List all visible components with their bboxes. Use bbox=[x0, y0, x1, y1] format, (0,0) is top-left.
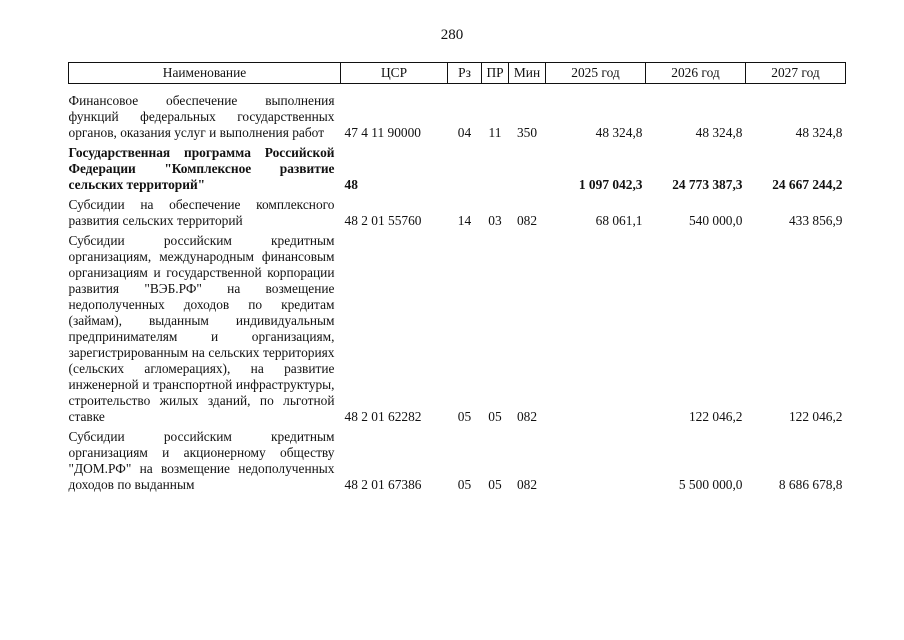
row-pr: 11 bbox=[488, 125, 502, 140]
row-csr: 48 2 01 62282 bbox=[344, 409, 422, 424]
row-min bbox=[509, 145, 546, 197]
table-row-program bbox=[69, 145, 846, 197]
row-pr: 05 bbox=[488, 477, 502, 492]
header-rz: Рз bbox=[448, 63, 482, 84]
row-rz: 14 bbox=[457, 213, 472, 228]
row-2026: 5 500 000,0 bbox=[678, 477, 743, 492]
table-row bbox=[69, 84, 846, 146]
row-min: 350 bbox=[516, 125, 538, 140]
row-csr: 48 bbox=[344, 177, 358, 192]
row-name: Субсидии российским кредитным организациям и акционерному обществу "ДОМ.РФ" на возмещение недополученных доходов по выданным bbox=[68, 429, 335, 492]
row-csr: 47 4 11 90000 bbox=[344, 125, 421, 140]
row-2025 bbox=[546, 429, 646, 497]
row-rz: 05 bbox=[457, 409, 472, 424]
budget-table bbox=[68, 62, 846, 497]
row-rz bbox=[448, 145, 482, 197]
row-min: 082 bbox=[516, 409, 538, 424]
header-2027: 2027 год bbox=[746, 63, 846, 84]
header-2025: 2025 год bbox=[546, 63, 646, 84]
row-rz: 05 bbox=[457, 477, 472, 492]
row-2025: 68 061,1 bbox=[595, 213, 643, 228]
header-pr: ПР bbox=[482, 63, 509, 84]
row-2025: 1 097 042,3 bbox=[578, 177, 643, 192]
header-min: Мин bbox=[509, 63, 546, 84]
table-row bbox=[69, 429, 846, 497]
row-2027: 433 856,9 bbox=[788, 213, 843, 228]
row-name: Финансовое обеспечение выполнения функций федеральных государственных органов, оказания услуг и выполнения работ bbox=[68, 93, 335, 140]
header-2026: 2026 год bbox=[646, 63, 746, 84]
row-2026: 540 000,0 bbox=[688, 213, 743, 228]
table-header-row bbox=[69, 63, 846, 84]
row-name: Субсидии на обеспечение комплексного развития сельских территорий bbox=[68, 197, 335, 228]
row-2026: 48 324,8 bbox=[695, 125, 743, 140]
row-min: 082 bbox=[516, 213, 538, 228]
row-2027: 8 686 678,8 bbox=[778, 477, 843, 492]
row-csr: 48 2 01 67386 bbox=[344, 477, 422, 492]
row-pr: 05 bbox=[488, 409, 502, 424]
row-2027: 122 046,2 bbox=[788, 409, 843, 424]
row-name: Государственная программа Российской Федерации "Комплексное развитие сельских территорий" bbox=[68, 145, 335, 192]
row-2026: 24 773 387,3 bbox=[672, 177, 743, 192]
row-2027: 24 667 244,2 bbox=[772, 177, 843, 192]
header-csr: ЦСР bbox=[341, 63, 448, 84]
header-name: Наименование bbox=[69, 63, 341, 84]
row-2025: 48 324,8 bbox=[595, 125, 643, 140]
row-pr: 03 bbox=[488, 213, 502, 228]
row-2026: 122 046,2 bbox=[688, 409, 743, 424]
row-rz: 04 bbox=[457, 125, 472, 140]
row-2027: 48 324,8 bbox=[795, 125, 843, 140]
row-csr: 48 2 01 55760 bbox=[344, 213, 422, 228]
row-2025 bbox=[546, 233, 646, 429]
row-pr bbox=[482, 145, 509, 197]
page-number: 280 bbox=[440, 27, 464, 43]
table-row bbox=[69, 233, 846, 429]
row-name: Субсидии российским кредитным организациям, международным финансовым организациям и государственной корпорации развития "ВЭБ.РФ" на возмещение недополученных доходов по кредитам (займам), выданным индивидуальным предпринимателям и организациям, зарегистрированным на сельских территориях (сельских агломерациях), на развитие инженерной и транспортной инфраструктуры, строительство жилых зданий, по льготной ставке bbox=[68, 233, 335, 424]
table-row bbox=[69, 197, 846, 233]
row-min: 082 bbox=[516, 477, 538, 492]
